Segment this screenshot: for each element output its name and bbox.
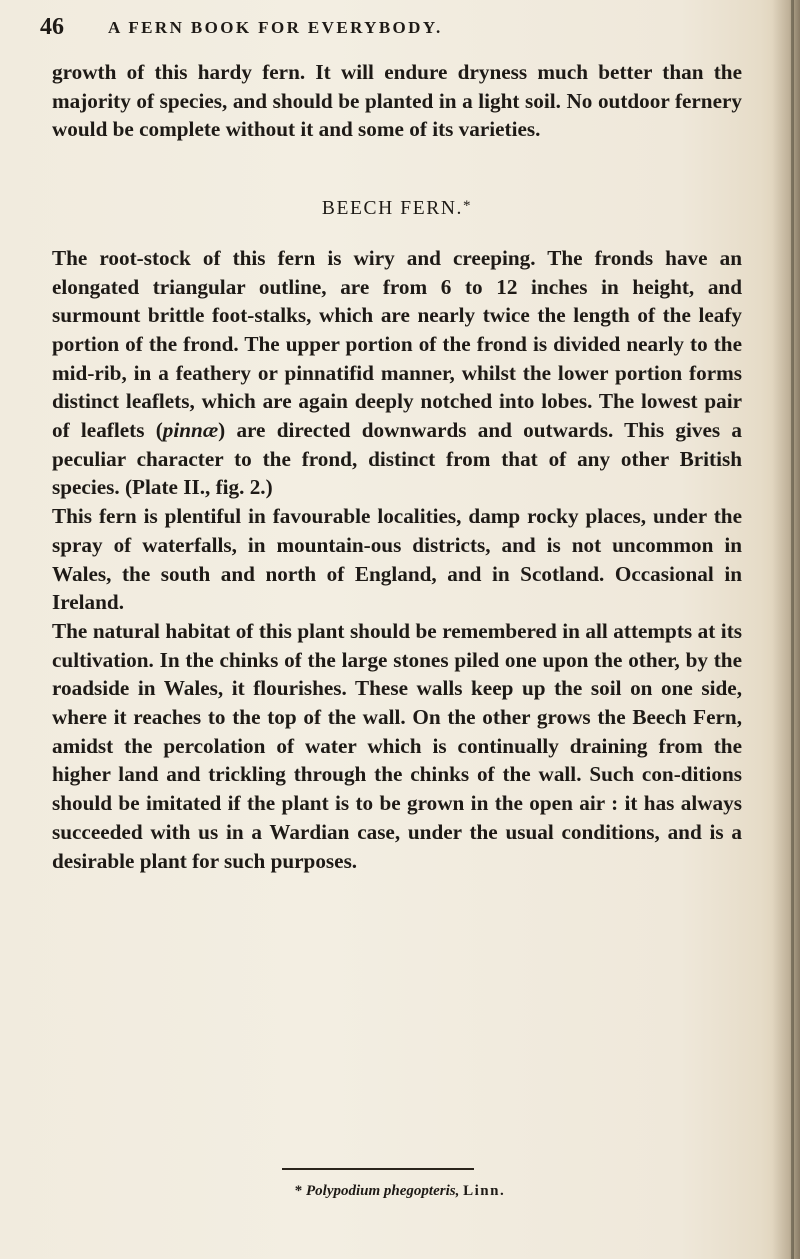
- running-title: A FERN BOOK FOR EVERYBODY.: [108, 18, 443, 37]
- body-text: [52, 58, 742, 875]
- section-heading: [52, 192, 742, 224]
- paragraph-habitat: The natural habitat of this plant should be remembered in all attempts at its cultivation. In the chinks of the large stones piled one upon the other, by the roadside in Wales, it flourishes. These walls keep up the soil on one side, where it reaches to the top of the wall. On the other grows the Beech Fern, amidst the percolation of water which is continually draining from the higher land and trickling through the chinks of the wall. Such con-ditions should be imitated if the plant is to be grown in the open air : it has always succeeded with us in a Wardian case, under the usual conditions, and is a desirable plant for such purposes.: [52, 618, 742, 873]
- section-heading-text: BEECH FERN.: [321, 198, 463, 220]
- footnote-species: Polypodium phegopteris,: [306, 1183, 460, 1199]
- page-number: 46: [40, 14, 64, 40]
- footnote: [0, 1183, 800, 1200]
- footnote-author: Linn.: [463, 1183, 506, 1199]
- running-head: [40, 14, 756, 40]
- description-italic-term: pinnæ: [162, 418, 219, 443]
- description-text-part-1: The root-stock of this fern is wiry and creeping. The fronds have an elongated triangular outline, are from 6 to 12 inches in height, and surmount brittle foot-stalks, which are nearly twice the length of the leafy portion of the frond. The upper portion of the frond is divided nearly to the mid-rib, in a feathery or pinnatifid manner, whilst the lower portion forms distinct leaflets, which are again deeply notched into lobes. The lowest pair of leaflets (: [52, 245, 742, 443]
- description-text-part-2: ) are directed downwards and outwards. This gives a peculiar character to the frond, distinct from that of any other British species. (Plate II., fig. 2.): [52, 418, 742, 500]
- paragraph-distribution: This fern is plentiful in favourable localities, damp rocky places, under the spray of waterfalls, in mountain-ous districts, and is not uncommon in Wales, the south and north of England, and in Scotland. Occasional in Ireland.: [52, 504, 742, 615]
- paragraph-continuation: growth of this hardy fern. It will endure dryness much better than the majority of species, and should be planted in a light soil. No outdoor fernery would be complete without it and some of its varieties.: [52, 60, 742, 142]
- footnote-rule: [282, 1168, 474, 1170]
- footnote-mark: *: [294, 1183, 303, 1199]
- page-edge-shadow: [772, 0, 800, 1259]
- page-edge-line: [791, 0, 794, 1259]
- footnote-reference-mark: *: [463, 198, 473, 215]
- paragraph-description: [52, 244, 742, 502]
